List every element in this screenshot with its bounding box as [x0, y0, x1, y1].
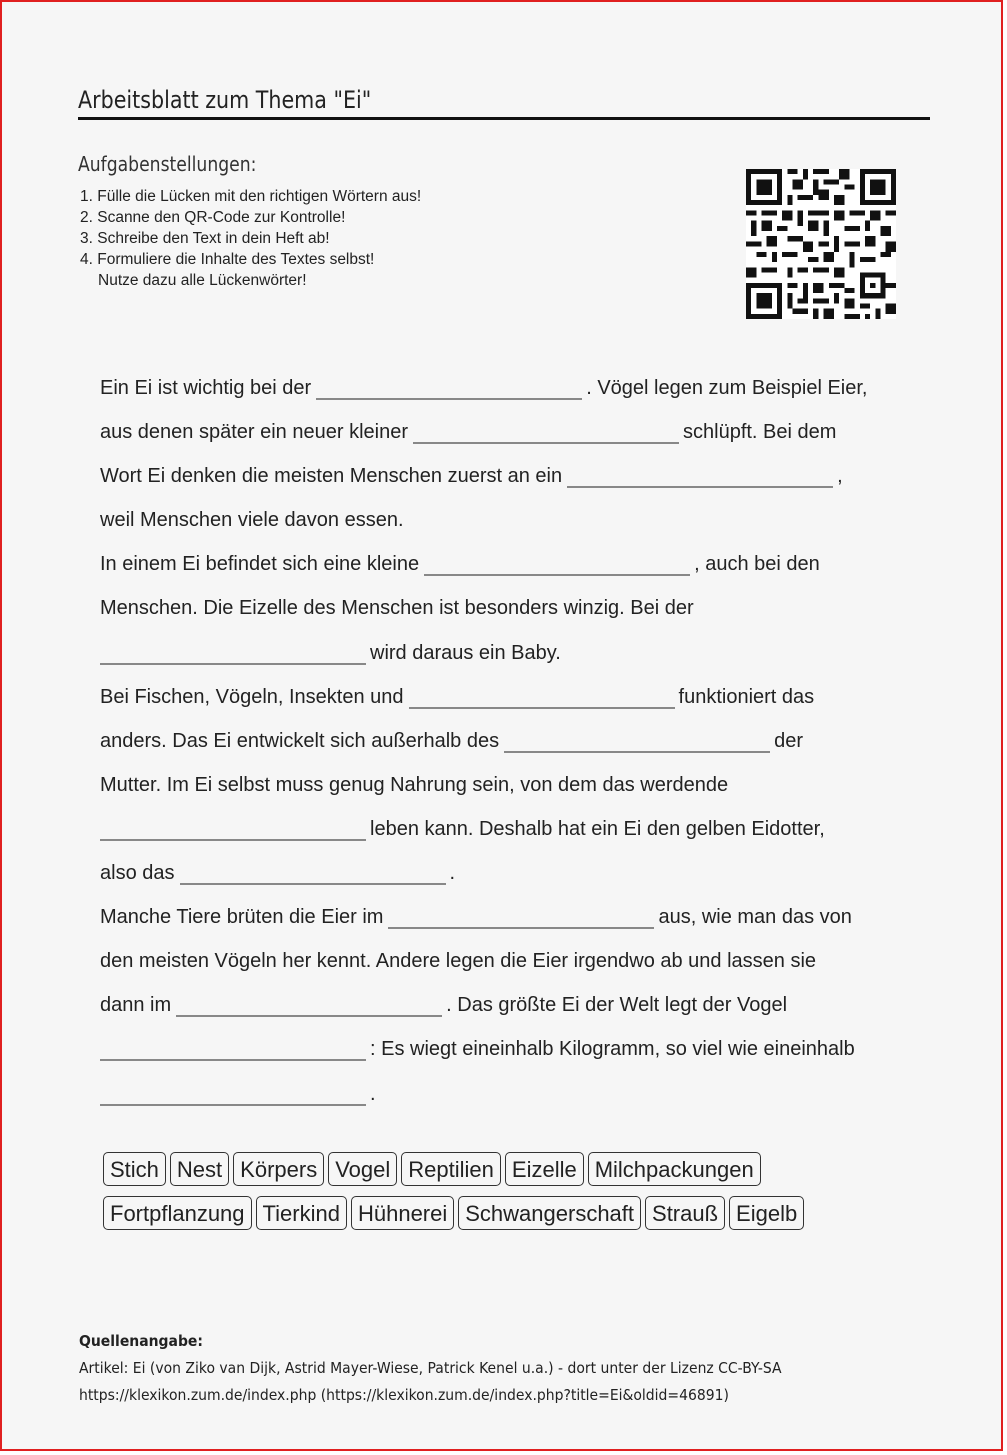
word-bank-row	[103, 1196, 903, 1240]
source-section	[79, 1328, 782, 1409]
text-segment: funktioniert das	[678, 685, 815, 708]
word-bank	[103, 1152, 903, 1240]
text-segment: Menschen. Die Eizelle des Menschen ist besonders winzig. Bei der	[100, 597, 694, 620]
source-heading: Quellenangabe:	[79, 1332, 203, 1350]
task-item: Nutze dazu alle Lückenwörter!	[98, 272, 307, 289]
text-segment: den meisten Vögeln her kennt. Andere legen die Eier irgendwo ab und lassen sie	[100, 950, 817, 973]
word-chip[interactable]: Hühnerei	[351, 1196, 454, 1230]
text-line	[100, 410, 920, 454]
blank-field[interactable]	[388, 905, 654, 929]
text-segment: weil Menschen viele davon essen.	[100, 509, 404, 532]
task-item: 3. Schreibe den Text in dein Heft ab!	[80, 230, 330, 247]
blank-field[interactable]	[413, 420, 679, 444]
text-segment: Manche Tiere brüten die Eier im	[100, 906, 384, 929]
text-segment: Bei Fischen, Vögeln, Insekten und	[100, 685, 404, 708]
text-segment: dann im	[100, 994, 172, 1017]
text-line	[100, 763, 920, 807]
word-chip[interactable]: Milchpackungen	[588, 1152, 761, 1186]
text-line	[100, 498, 920, 542]
blank-field[interactable]	[100, 1037, 366, 1061]
text-line	[100, 1072, 920, 1116]
word-chip[interactable]: Körpers	[233, 1152, 324, 1186]
blank-field[interactable]	[424, 552, 690, 576]
text-segment: ,	[837, 465, 843, 488]
word-chip[interactable]: Eigelb	[729, 1196, 804, 1230]
text-line	[100, 719, 920, 763]
source-url[interactable]: https://klexikon.zum.de/index.php (https://klexikon.zum.de/index.php?title=Ei&oldid=46891)	[79, 1386, 729, 1404]
text-line	[100, 631, 920, 675]
blank-field[interactable]	[100, 817, 366, 841]
tasks-heading: Aufgabenstellungen:	[78, 152, 257, 176]
word-bank-row	[103, 1152, 903, 1196]
task-item: 4. Formuliere die Inhalte des Textes selbst!	[80, 251, 375, 268]
task-item: 1. Fülle die Lücken mit den richtigen Wörtern aus!	[80, 188, 422, 205]
text-line	[100, 807, 920, 851]
text-segment: Wort Ei denken die meisten Menschen zuerst an ein	[100, 465, 563, 488]
text-segment: Mutter. Im Ei selbst muss genug Nahrung sein, von dem das werdende	[100, 773, 729, 796]
text-segment: , auch bei den	[694, 553, 820, 576]
text-segment: also das	[100, 862, 175, 885]
word-chip[interactable]: Vogel	[328, 1152, 397, 1186]
text-segment: aus denen später ein neuer kleiner	[100, 421, 408, 444]
blank-field[interactable]	[180, 861, 446, 885]
blank-field[interactable]	[100, 1082, 366, 1106]
text-line	[100, 1027, 920, 1071]
text-segment: schlüpft. Bei dem	[683, 421, 837, 444]
blank-field[interactable]	[567, 464, 833, 488]
blank-field[interactable]	[100, 641, 366, 665]
cloze-text	[100, 366, 920, 1116]
word-chip[interactable]: Strauß	[645, 1196, 725, 1230]
task-item: 2. Scanne den QR-Code zur Kontrolle!	[80, 209, 346, 226]
blank-field[interactable]	[504, 729, 770, 753]
word-chip[interactable]: Reptilien	[401, 1152, 501, 1186]
text-segment: . Das größte Ei der Welt legt der Vogel	[446, 994, 788, 1017]
word-chip[interactable]: Nest	[170, 1152, 229, 1186]
word-chip[interactable]: Tierkind	[256, 1196, 347, 1230]
text-segment: der	[774, 729, 803, 752]
word-chip[interactable]: Stich	[103, 1152, 166, 1186]
text-line	[100, 454, 920, 498]
text-segment: leben kann. Deshalb hat ein Ei den gelben Eidotter,	[370, 817, 825, 840]
blank-field[interactable]	[176, 993, 442, 1017]
text-line	[100, 675, 920, 719]
text-segment: .	[370, 1082, 376, 1105]
text-segment: anders. Das Ei entwickelt sich außerhalb des	[100, 729, 500, 752]
title-divider	[78, 117, 930, 120]
text-segment: aus, wie man das von	[658, 906, 852, 929]
text-line	[100, 983, 920, 1027]
page-title: Arbeitsblatt zum Thema "Ei"	[78, 86, 372, 114]
source-article: Artikel: Ei (von Ziko van Dijk, Astrid Mayer-Wiese, Patrick Kenel u.a.) - dort unter der Lizenz CC-BY-SA	[79, 1359, 782, 1377]
text-segment: : Es wiegt eineinhalb Kilogramm, so viel wie eineinhalb	[370, 1038, 855, 1061]
text-segment: . Vögel legen zum Beispiel Eier,	[586, 377, 868, 399]
blank-field[interactable]	[409, 685, 675, 709]
text-line	[100, 851, 920, 895]
text-segment: .	[449, 862, 456, 885]
qr-code[interactable]	[746, 168, 896, 320]
text-segment: wird daraus ein Baby.	[370, 641, 561, 664]
text-line	[100, 895, 920, 939]
text-segment: In einem Ei befindet sich eine kleine	[100, 553, 420, 576]
text-line	[100, 542, 920, 586]
word-chip[interactable]: Fortpflanzung	[103, 1196, 252, 1230]
word-chip[interactable]: Eizelle	[505, 1152, 584, 1186]
text-line	[100, 939, 920, 983]
text-segment: Ein Ei ist wichtig bei der	[100, 377, 312, 399]
text-line	[100, 586, 920, 630]
text-line	[100, 366, 920, 410]
word-chip[interactable]: Schwangerschaft	[458, 1196, 641, 1230]
blank-field[interactable]	[316, 376, 582, 400]
task-list	[80, 186, 421, 291]
